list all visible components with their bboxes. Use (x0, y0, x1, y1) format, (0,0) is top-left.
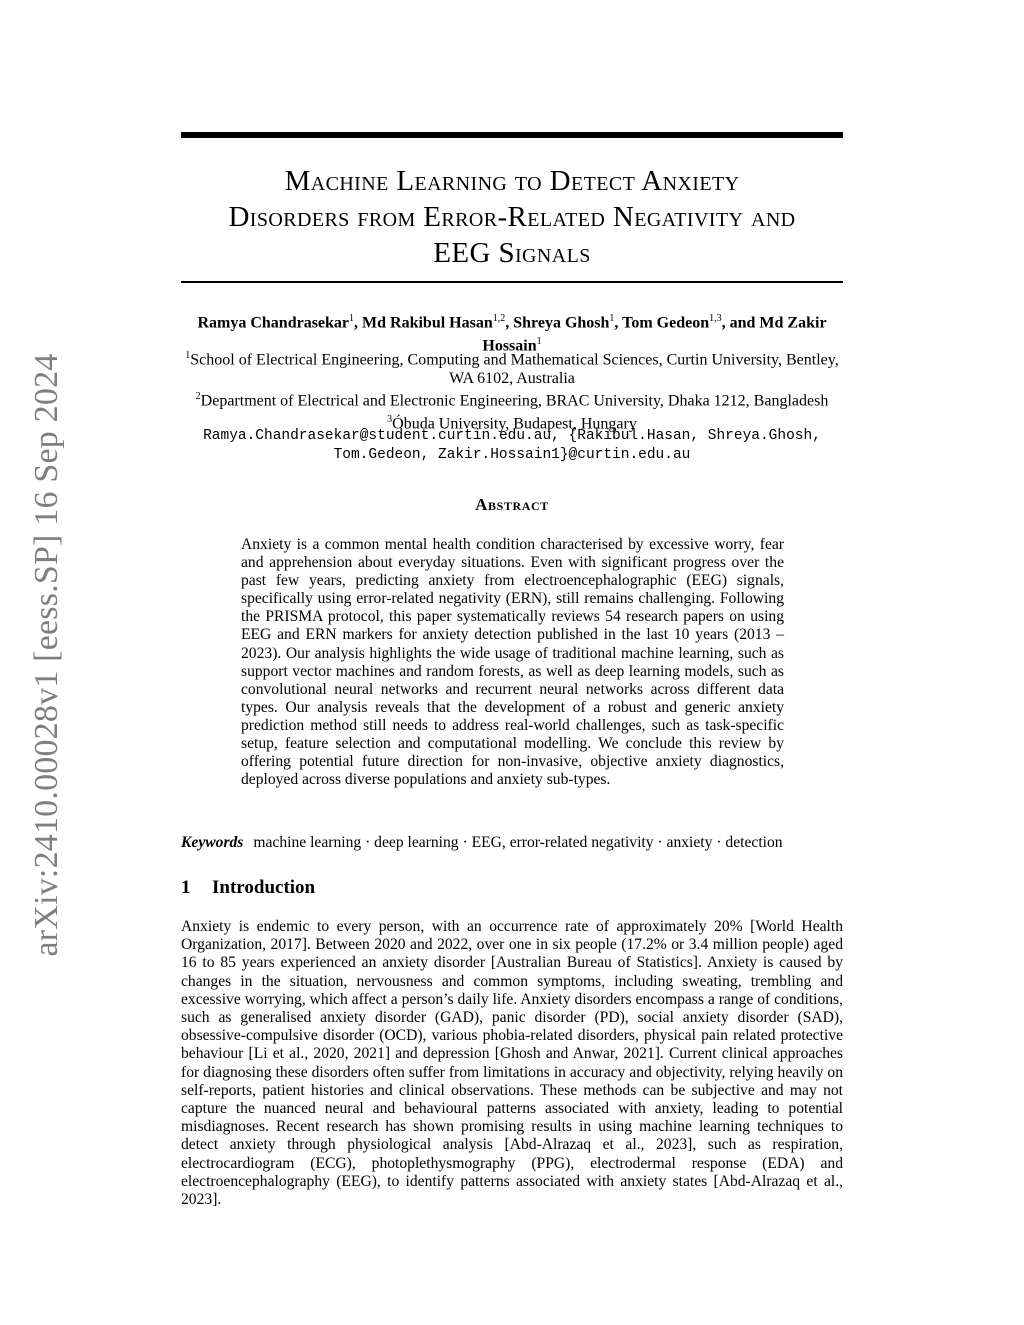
author-separator: , and (721, 314, 760, 332)
affiliation (181, 347, 843, 388)
email-line[interactable]: Ramya.Chandrasekar@student.curtin.edu.au, {Rakibul.Hasan, Shreya.Ghosh, (203, 428, 821, 444)
author-affiliation-mark: 1,3 (709, 313, 722, 324)
author-separator: , (614, 314, 623, 332)
author-name: Md Zakir Hossain (482, 314, 827, 355)
author-name: Tom Gedeon (622, 314, 710, 332)
author-affiliation-mark: 1 (609, 313, 615, 324)
affiliation-list (181, 347, 843, 434)
title-line: Machine Learning to Detect Anxiety (284, 165, 740, 197)
keywords-line (181, 833, 843, 852)
keywords-label: Keywords (181, 834, 244, 851)
author-name: Md Rakibul Hasan (362, 314, 493, 332)
section-title: Introduction (212, 877, 316, 898)
affiliation-number: 1 (185, 350, 191, 361)
introduction-paragraph: Anxiety is endemic to every person, with an occurrence rate of approximately 20% [World Health Organization, 2017]. Between 2020 and 2022, over one in six people (17.2% or 3.4 million people) aged 16 to 85 years experienced an anxiety disorder [Australian Bureau of Statistics]. Anxiety is caused by changes in the situation, nervousness and common symptoms, including sweating, trembling and excessive worrying, which affect a person’s daily life. Anxiety disorders encompass a range of conditions, such as generalised anxiety disorder (GAD), panic disorder (PD), social anxiety disorder (SAD), obsessive-compulsive disorder (OCD), various phobia-related disorders, physical pain related protective behaviour [Li et al., 2020, 2021] and depression [Ghosh and Anwar, 2021]. Current clinical approaches for diagnosing these disorders often suffer from limitations in accuracy and objectivity, relying heavily on self-reports, patient histories and clinical observations. These methods can be subjective and may not capture the nuanced neural and behavioural patterns associated with anxiety, leading to potential misdiagnoses. Recent research has shown promising results in using machine learning techniques to detect anxiety through physiological analysis [Abd-Alrazaq et al., 2023], such as respiration, electrocardiogram (ECG), photoplethysmography (PPG), electrodermal response (EDA) and electroencephalography (EEG), to identify patterns associated with anxiety states [Abd-Alrazaq et al., 2023]. (181, 918, 843, 1209)
author-separator: , (505, 314, 514, 332)
author-affiliation-mark: 1 (349, 313, 355, 324)
author-name: Shreya Ghosh (513, 314, 610, 332)
author-separator: , (354, 314, 363, 332)
title-top-rule (181, 132, 843, 138)
email-line[interactable]: Tom.Gedeon, Zakir.Hossain1}@curtin.edu.au (333, 446, 691, 463)
affiliation-text: Óbuda University, Budapest, Hungary (392, 415, 637, 433)
paper-title (181, 163, 843, 271)
affiliation-number: 2 (195, 391, 201, 403)
author-name: Ramya Chandrasekar (197, 314, 350, 332)
abstract-heading: Abstract (475, 495, 549, 514)
title-line: EEG Signals (433, 237, 591, 269)
section-number: 1 (181, 877, 191, 898)
author-emails (181, 427, 843, 464)
title-bottom-rule (181, 281, 843, 283)
author-affiliation-mark: 1 (536, 336, 542, 348)
affiliation (181, 388, 843, 411)
affiliation-number: 3 (387, 414, 393, 426)
title-line: Disorders from Error-Related Negativity and (228, 201, 796, 233)
abstract-text: Anxiety is a common mental health condition characterised by excessive worry, fear and apprehension about everyday situations. Even with significant progress over the past few years, predicting anxiety from electroencephalographic (EEG) signals, specifically using error-related negativity (ERN), still remains challenging. Following the PRISMA protocol, this paper systematically reviews 54 research papers on using EEG and ERN markers for anxiety detection published in the last 10 years (2013 – 2023). Our analysis highlights the wide usage of traditional machine learning, such as support vector machines and random forests, as well as deep learning models, such as convolutional neural networks and recurrent neural networks across different data types. Our analysis reveals that the development of a robust and generic anxiety prediction method still needs to address real-world challenges, such as task-specific setup, feature selection and computational modelling. We conclude this review by offering potential future direction for non-invasive, objective anxiety diagnostics, deployed across diverse populations and anxiety sub-types. (241, 536, 784, 789)
arxiv-identifier[interactable]: arXiv:2410.00028v1 [eess.SP] 16 Sep 2024 (28, 353, 65, 957)
author-affiliation-mark: 1,2 (492, 313, 506, 324)
section-heading (181, 877, 315, 899)
affiliation-text: Department of Electrical and Electronic Engineering, BRAC University, Dhaka 1212, Bangladesh (200, 392, 829, 410)
affiliation-text: School of Electrical Engineering, Computing and Mathematical Sciences, Curtin University, Bentley, WA 6102, Australia (190, 351, 839, 387)
keywords-text: machine learning · deep learning · EEG, error-related negativity · anxiety · detection (253, 834, 783, 851)
